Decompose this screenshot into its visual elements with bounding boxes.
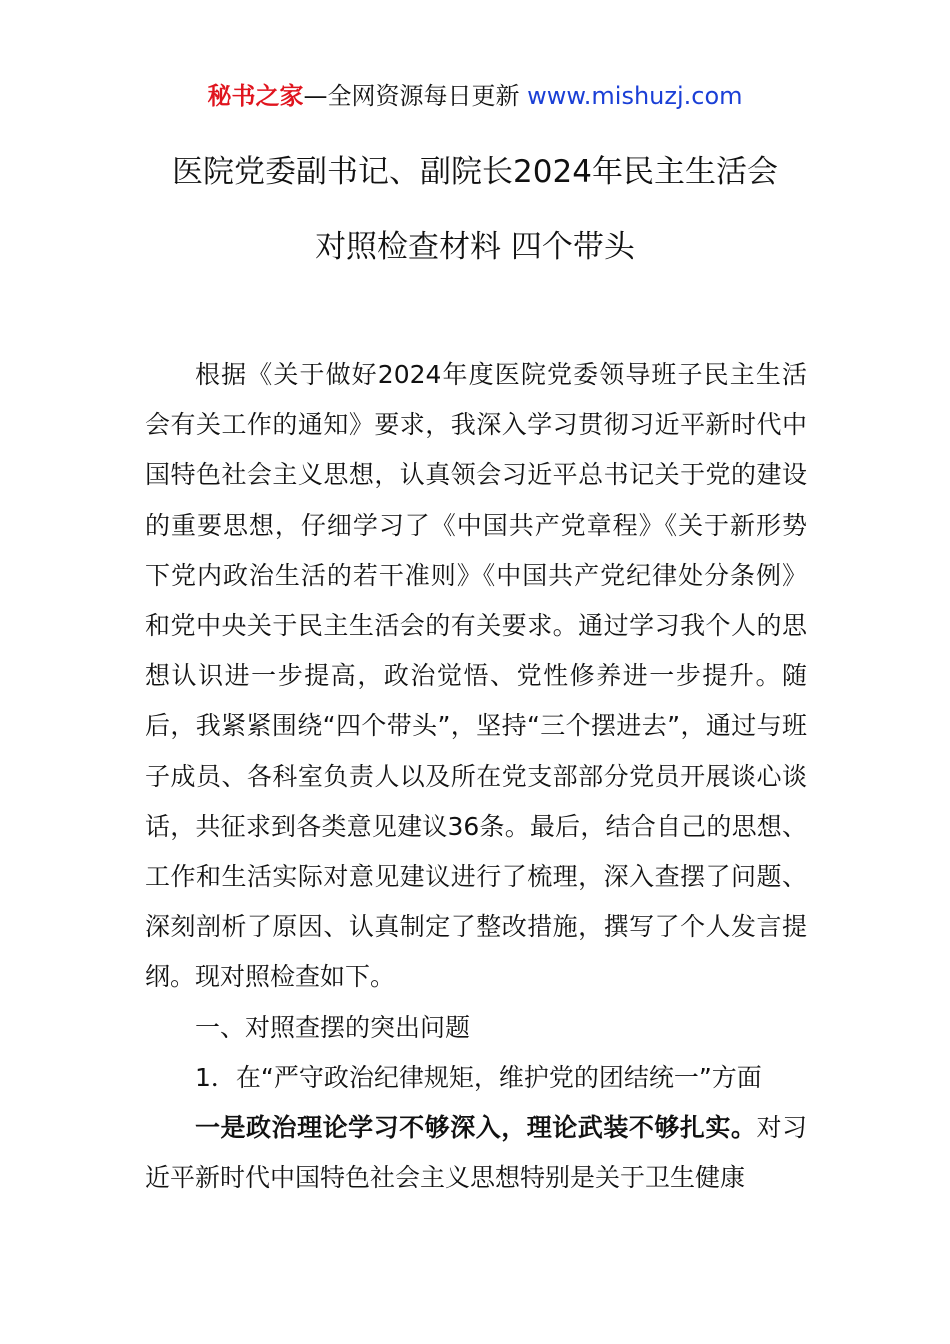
point-text: 对习近平新时代中国特色社会主义思想特别是关于卫生健康 [145, 1113, 807, 1193]
point-lead: 一是政治理论学习不够深入，理论武装不够扎实。 [195, 1113, 757, 1143]
subsection-heading: 1．在“严守政治纪律规矩，维护党的团结统一”方面 [195, 1062, 762, 1092]
header-slogan: —全网资源每日更新 [303, 82, 528, 110]
site-url-link[interactable]: www.mishuzj.com [527, 82, 743, 110]
site-header [0, 80, 950, 112]
point-paragraph [145, 1103, 807, 1203]
brand-name: 秘书之家 [207, 82, 304, 110]
section-heading: 一、对照查摆的突出问题 [195, 1012, 471, 1042]
document-title-line-1: 医院党委副书记、副院长2024年民主生活会 [172, 154, 778, 190]
document-title-line-2: 对照检查材料 四个带头 [315, 229, 635, 265]
document-body [145, 350, 807, 1203]
intro-paragraph: 根据《关于做好2024年度医院党委领导班子民主生活会有关工作的通知》要求，我深入学习贯彻习近平新时代中国特色社会主义思想，认真领会习近平总书记关于党的建设的重要思想，仔细学习了《中国共产党章程》《关于新形势下党内政治生活的若干准则》《中国共产党纪律处分条例》和党中央关于民主生活会的有关要求。通过学习我个人的思想认识进一步提高，政治觉悟、党性修养进一步提升。随后，我紧紧围绕“四个带头”，坚持“三个摆进去”，通过与班子成员、各科室负责人以及所在党支部部分党员开展谈心谈话，共征求到各类意见建议36条。最后，结合自己的思想、工作和生活实际对意见建议进行了梳理，深入查摆了问题、深刻剖析了原因、认真制定了整改措施，撰写了个人发言提纲。现对照检查如下。 [145, 360, 807, 992]
